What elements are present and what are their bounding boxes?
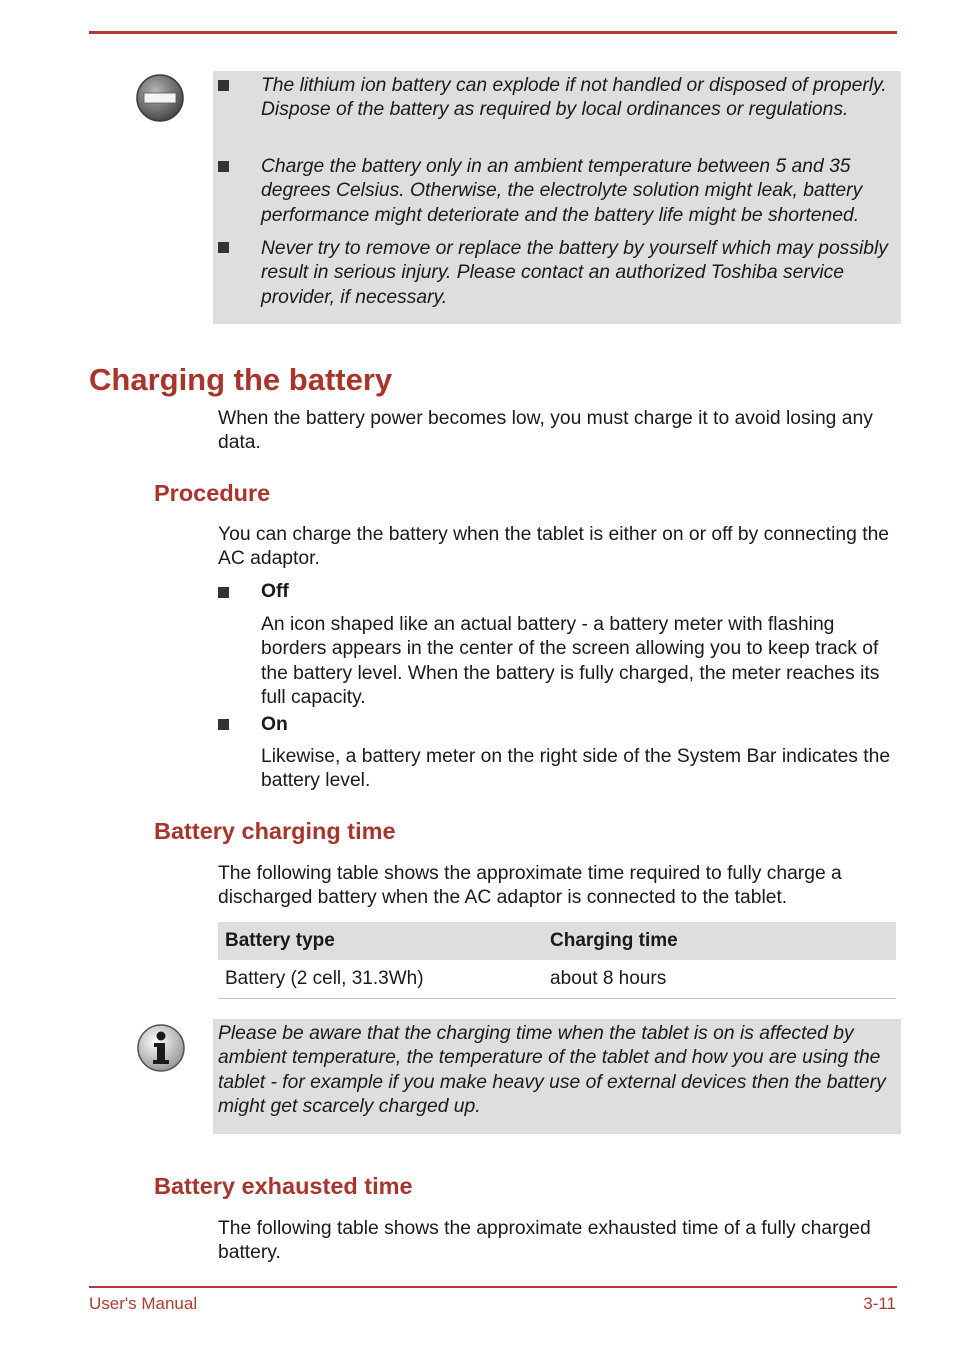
procedure-intro: You can charge the battery when the tablet is either on or off by connecting the AC adaptor. (218, 524, 890, 570)
page-number: 3-11 (863, 1294, 896, 1313)
procedure-item-text: An icon shaped like an actual battery - a battery meter with flashing borders appears in the center of the screen allowing you to keep track of the battery level. When the battery is fully charged, the meter reaches its full capacity. (261, 614, 880, 709)
footer-rule (89, 1286, 897, 1288)
warning-item: The lithium ion battery can explode if not handled or disposed of properly. Dispose of the battery as required by local ordinances or regulations. (261, 75, 887, 121)
section-title: Charging the battery (89, 362, 393, 397)
section-intro: When the battery power becomes low, you must charge it to avoid losing any data. (218, 408, 873, 454)
bullet-icon (218, 587, 229, 598)
charging-time-intro: The following table shows the approximate time required to fully charge a discharged battery when the AC adaptor is connected to the tablet. (218, 863, 842, 909)
bullet-icon (218, 80, 229, 91)
note-text: Please be aware that the charging time when the tablet is on is affected by ambient temperature, the temperature of the tablet and how you are using the tablet - for example if you make heavy use of external devices then the battery might get scarcely charged up. (218, 1023, 886, 1118)
table-header: Battery type (218, 922, 543, 960)
procedure-item-label: Off (261, 581, 289, 602)
footer-title: User's Manual (89, 1294, 198, 1313)
info-icon (135, 1022, 187, 1074)
no-entry-icon (135, 73, 185, 123)
warning-item: Never try to remove or replace the battery by yourself which may possibly result in serious injury. Please contact an authorized Toshiba service provider, if necessary. (261, 238, 888, 308)
procedure-item-text: Likewise, a battery meter on the right side of the System Bar indicates the battery level. (261, 746, 891, 792)
table-header-row (218, 922, 896, 960)
table-header: Charging time (543, 922, 896, 960)
exhausted-title: Battery exhausted time (154, 1173, 413, 1199)
bullet-icon (218, 161, 229, 172)
charging-time-title: Battery charging time (154, 818, 396, 844)
bullet-icon (218, 719, 229, 730)
procedure-title: Procedure (154, 480, 271, 506)
exhausted-intro: The following table shows the approximate exhausted time of a fully charged battery. (218, 1218, 871, 1264)
table-row (218, 960, 896, 999)
table-cell: about 8 hours (543, 960, 896, 999)
warning-item: Charge the battery only in an ambient temperature between 5 and 35 degrees Celsius. Otherwise, the electrolyte solution might leak, battery performance might deteriorate and the battery life might be shortened. (261, 156, 863, 226)
bullet-icon (218, 242, 229, 253)
procedure-item-label: On (261, 714, 288, 735)
header-rule (89, 31, 897, 34)
charging-time-table (218, 922, 896, 999)
table-cell: Battery (2 cell, 31.3Wh) (218, 960, 543, 999)
